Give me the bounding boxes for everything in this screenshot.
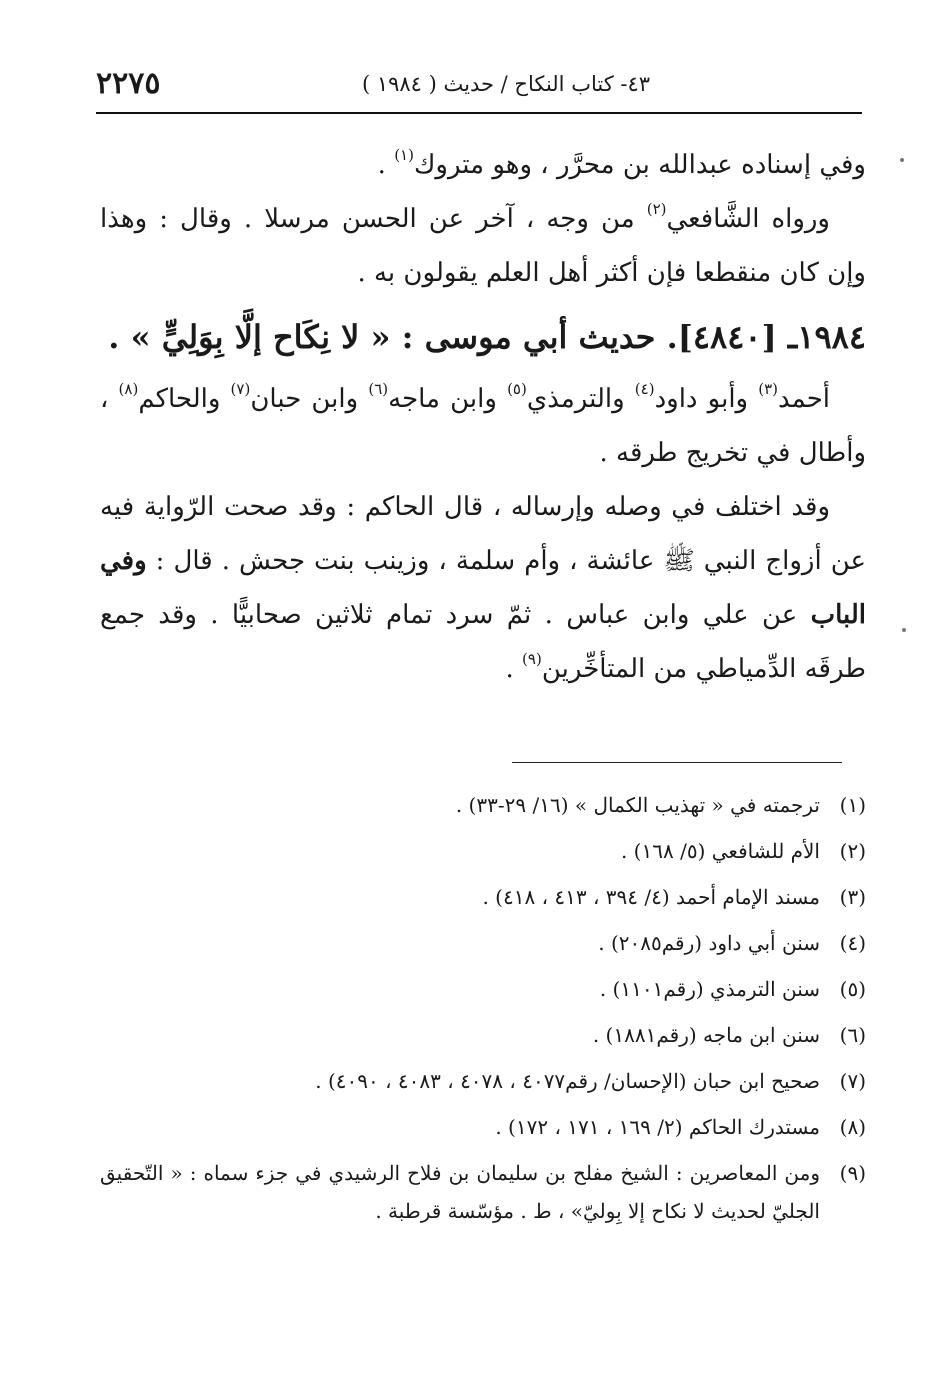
scan-speck bbox=[902, 628, 906, 632]
footnote-number: (٩) bbox=[839, 1161, 866, 1185]
footnote-text: سنن أبي داود (رقم٢٠٨٥) . bbox=[598, 931, 820, 955]
footnote-ref: (٢) bbox=[646, 200, 667, 219]
footnote-number: (٨) bbox=[839, 1115, 866, 1139]
footnote-ref: (١) bbox=[394, 146, 414, 165]
footnote-ref: (٤) bbox=[634, 380, 655, 399]
footnote-ref: (٣) bbox=[758, 380, 779, 399]
footnote-text: ومن المعاصرين : الشيخ مفلح بن سليمان بن فلاح الرشيدي في جزء سماه : « التّحقيق الجليّ لحديث لا نكاح إلا بِوليّ» ، ط . مؤسّسة قرطبة . bbox=[100, 1161, 820, 1223]
footnote-text: الأم للشافعي (٥/ ١٦٨) . bbox=[620, 839, 820, 863]
paragraph-isnad: وفي إسناده عبدالله بن محرَّر ، وهو متروك$^{(١)}$ . bbox=[377, 146, 866, 180]
footnote-ref: (٨) bbox=[118, 380, 139, 399]
footnote-item bbox=[100, 920, 866, 966]
footnote-item bbox=[100, 966, 866, 1012]
paragraph-shafii: ورواه الشَّافعي$^{(٢)}$ من وجه ، آخر عن الحسن مرسلا . وقال : وهذا وإن كان منقطعا فإن أكثر أهل العلم يقولون به . bbox=[100, 200, 866, 288]
footnote-text: ترجمته في « تهذيب الكمال » (١٦/ ٢٩-٣٣) . bbox=[455, 793, 820, 817]
running-title: ٤٣- كتاب النكاح / حديث ( ١٩٨٤ ) bbox=[361, 72, 651, 96]
footnote-item bbox=[100, 1012, 866, 1058]
footnote-ref: (٥) bbox=[507, 380, 527, 399]
footnote-text: مسند الإمام أحمد (٤/ ٣٩٤ ، ٤١٣ ، ٤١٨) . bbox=[482, 885, 820, 909]
footnote-number: (٧) bbox=[839, 1069, 866, 1093]
footnote-item bbox=[100, 1104, 866, 1150]
paragraph-discussion: وقد اختلف في وصله وإرساله ، قال الحاكم : وقد صحت الرّواية فيه عن أزواج النبي ﷺ عائشة ، وأم سلمة ، وزينب بنت جحش . قال : وفي الباب عن علي وابن عباس . ثمّ سرد تمام ثلاثين صحابيًّا . وقد جمع طرقَه الدِّمياطي من المتأخِّرين$^{(٩)}$ . bbox=[100, 492, 866, 684]
footnote-number: (٦) bbox=[839, 1023, 866, 1047]
footnote-ref: (٦) bbox=[368, 380, 389, 399]
footnote-ref: (٩) bbox=[522, 650, 542, 669]
footnote-item bbox=[100, 874, 866, 920]
scan-speck bbox=[900, 158, 904, 162]
bold-phrase: وفي الباب bbox=[100, 546, 866, 630]
footnote-ref: (٧) bbox=[230, 380, 251, 399]
footnote-item bbox=[100, 828, 866, 874]
footnote-number: (٥) bbox=[839, 977, 866, 1001]
footnote-text: صحيح ابن حبان (الإحسان/ رقم٤٠٧٧ ، ٤٠٧٨ ، ٤٠٨٣ ، ٤٠٩٠) . bbox=[315, 1069, 820, 1093]
main-text bbox=[100, 138, 866, 696]
page-number: ٢٢٧٥ bbox=[96, 66, 161, 101]
footnote-number: (١) bbox=[839, 793, 866, 817]
footnote-item bbox=[100, 1150, 866, 1230]
footnotes bbox=[100, 782, 866, 1230]
paragraph-sources: أحمد$^{(٣)}$ وأبو داود$^{(٤)}$ والترمذي$^{(٥)}$ وابن ماجه$^{(٦)}$ وابن حبان$^{(٧)}$ والحاكم$^{(٨)}$ ، وأطال في تخريج طرقه . bbox=[100, 380, 866, 468]
footnote-text: مستدرك الحاكم (٢/ ١٦٩ ، ١٧١ ، ١٧٢) . bbox=[495, 1115, 820, 1139]
hadith-heading: ١٩٨٤ـ [٤٨٤٠]. حديث أبي موسى : « لا نِكَاح إلَّا بِوَلِيٍّ » . bbox=[108, 318, 866, 356]
footnote-text: سنن ابن ماجه (رقم١٨٨١) . bbox=[592, 1023, 820, 1047]
footnote-separator bbox=[512, 762, 842, 763]
footnote-item bbox=[100, 782, 866, 828]
footnote-number: (٢) bbox=[839, 839, 866, 863]
page-header bbox=[96, 62, 862, 106]
header-rule bbox=[96, 112, 862, 114]
footnote-number: (٣) bbox=[839, 885, 866, 909]
footnote-number: (٤) bbox=[839, 931, 866, 955]
footnote-item bbox=[100, 1058, 866, 1104]
footnote-text: سنن الترمذي (رقم١١٠١) . bbox=[599, 977, 820, 1001]
